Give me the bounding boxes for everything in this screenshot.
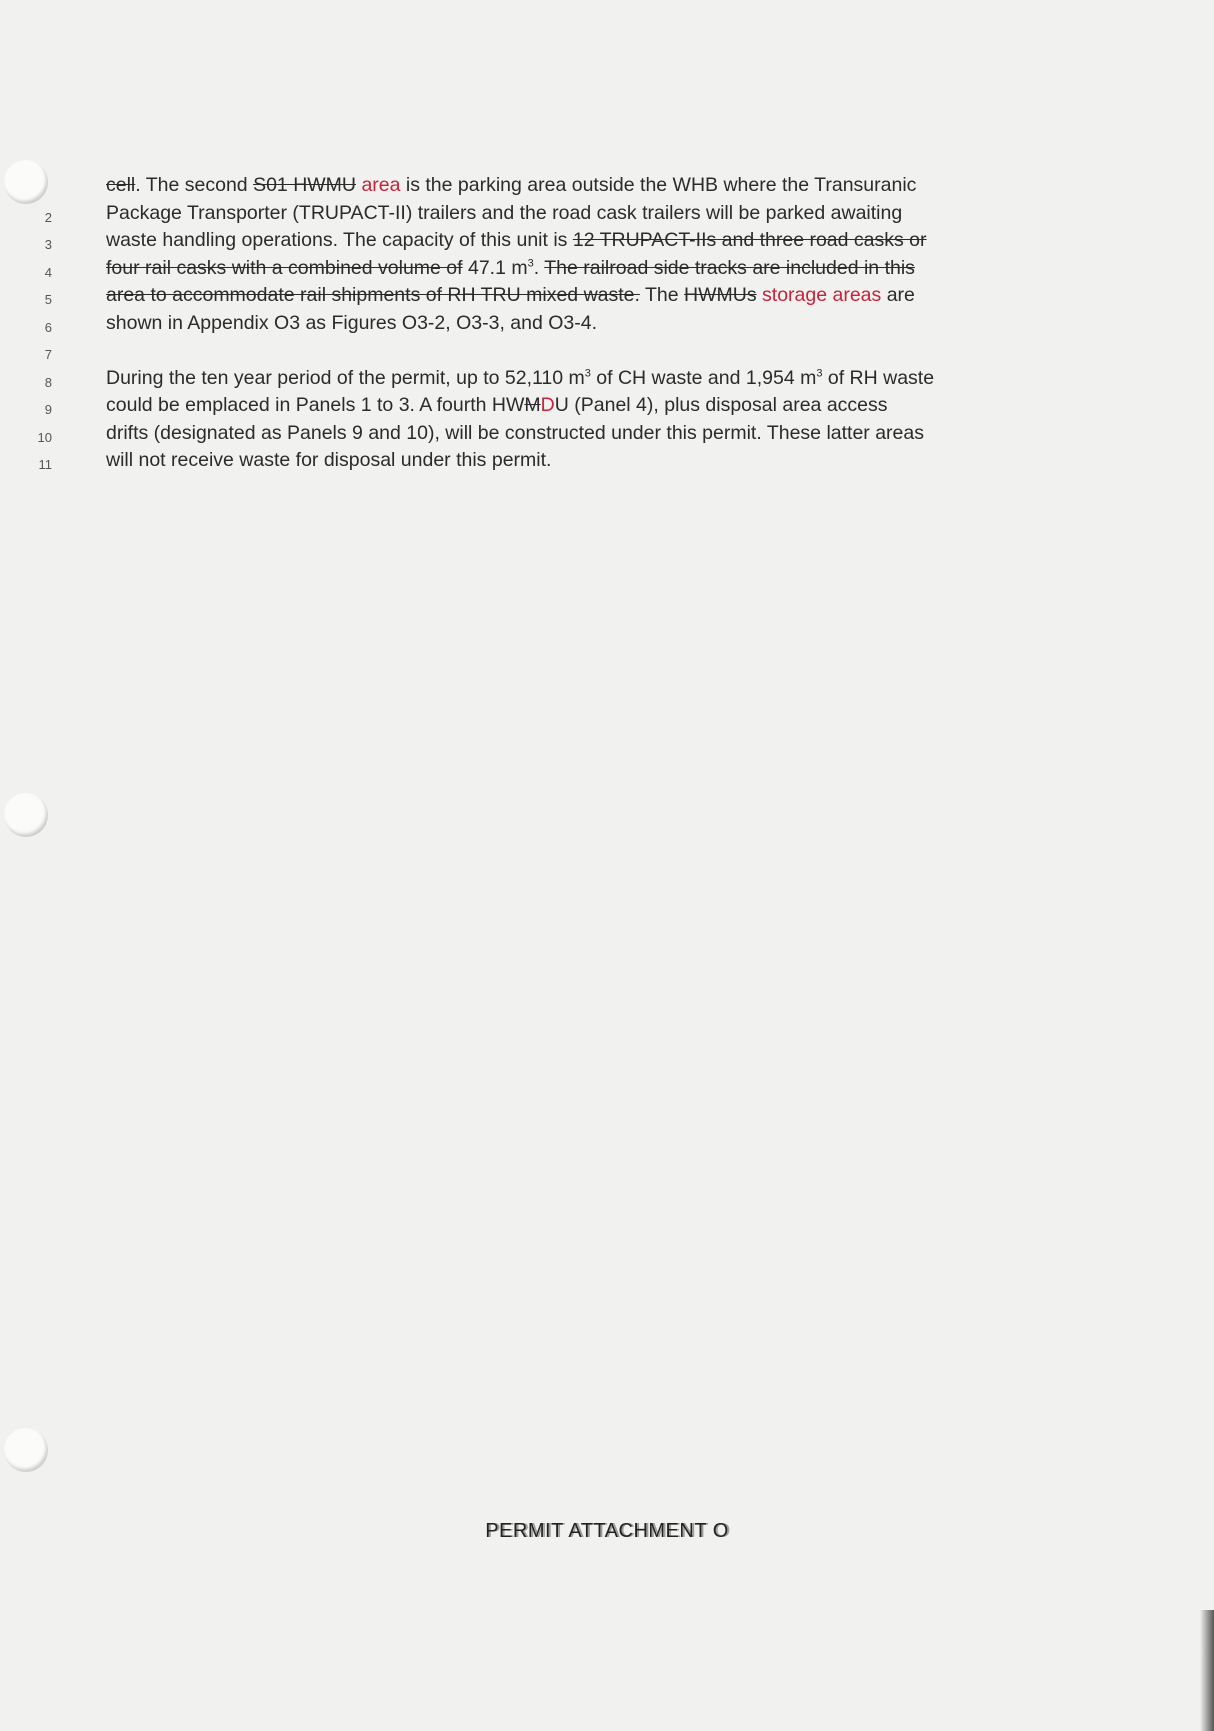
text-run: is the parking area outside the WHB where the Transuranic (400, 174, 917, 196)
line-number: 6 (44, 319, 52, 335)
text-run: . The second (135, 174, 254, 196)
text-line-5 (106, 282, 1106, 310)
text-run: of RH waste (822, 366, 935, 389)
text-line-8 (106, 365, 1106, 393)
text-run: U (Panel 4), plus disposal area access (554, 394, 888, 416)
line-number: 5 (44, 292, 52, 307)
line-number: 7 (44, 347, 52, 362)
text-run: could be emplaced in Panels 1 to 3. A fourth HW (106, 394, 525, 416)
paragraph-gap (106, 337, 1106, 365)
deleted-text: The railroad side tracks are included in this (544, 256, 915, 279)
superscript: 3 (816, 367, 823, 379)
deleted-text: 12 TRUPACT-IIs and three road casks or (572, 229, 927, 251)
body-text (106, 172, 1106, 475)
text-line-11: will not receive waste for disposal under this permit. (106, 449, 552, 471)
deleted-text: S01 HWMU (253, 174, 357, 196)
deleted-text: cell (106, 174, 136, 196)
deleted-text: HWMUs (684, 284, 757, 306)
text-run: waste handling operations. The capacity of this unit is (106, 229, 573, 251)
text-run: The (639, 284, 685, 306)
punch-hole-middle (4, 793, 48, 837)
text-run: . (533, 256, 545, 279)
text-line-2: Package Transporter (TRUPACT-II) trailers and the road cask trailers will be parked awaiting (106, 201, 903, 224)
line-number-column (30, 176, 52, 479)
text-line-3 (106, 227, 1106, 255)
line-number: 9 (44, 402, 52, 417)
inserted-text: storage areas (762, 284, 882, 306)
text-line-4 (106, 255, 1106, 283)
text-line-10: drifts (designated as Panels 9 and 10), will be constructed under this permit. These latter areas (106, 421, 924, 444)
punch-hole-bottom (4, 1428, 48, 1472)
deleted-text: area to accommodate rail shipments of RH TRU mixed waste. (106, 284, 640, 306)
line-number: 3 (44, 237, 52, 252)
superscript: 3 (584, 367, 591, 379)
line-number: 10 (37, 429, 52, 445)
line-number: 4 (44, 264, 52, 280)
line-number: 11 (38, 457, 52, 472)
inserted-text: D (540, 394, 555, 416)
line-number: 2 (44, 209, 52, 225)
text-run: of CH waste and 1,954 m (590, 366, 817, 389)
deleted-text: four rail casks with a combined volume of (106, 256, 463, 279)
text-run: 47.1 m (462, 256, 528, 279)
page-footer: PERMIT ATTACHMENT O (485, 1520, 729, 1542)
text-line-9 (106, 392, 1106, 420)
inserted-text: area (361, 174, 401, 196)
text-run: are (881, 284, 915, 306)
text-line-6: shown in Appendix O3 as Figures O3-2, O3-3, and O3-4. (106, 311, 598, 334)
page-edge-shadow (1200, 1610, 1214, 1731)
line-number: 8 (44, 374, 52, 390)
deleted-text: M (524, 394, 541, 416)
superscript: 3 (527, 257, 534, 269)
text-run: During the ten year period of the permit, up to 52,110 m (106, 366, 585, 389)
line-number (30, 176, 52, 204)
text-line-1 (106, 172, 1106, 200)
